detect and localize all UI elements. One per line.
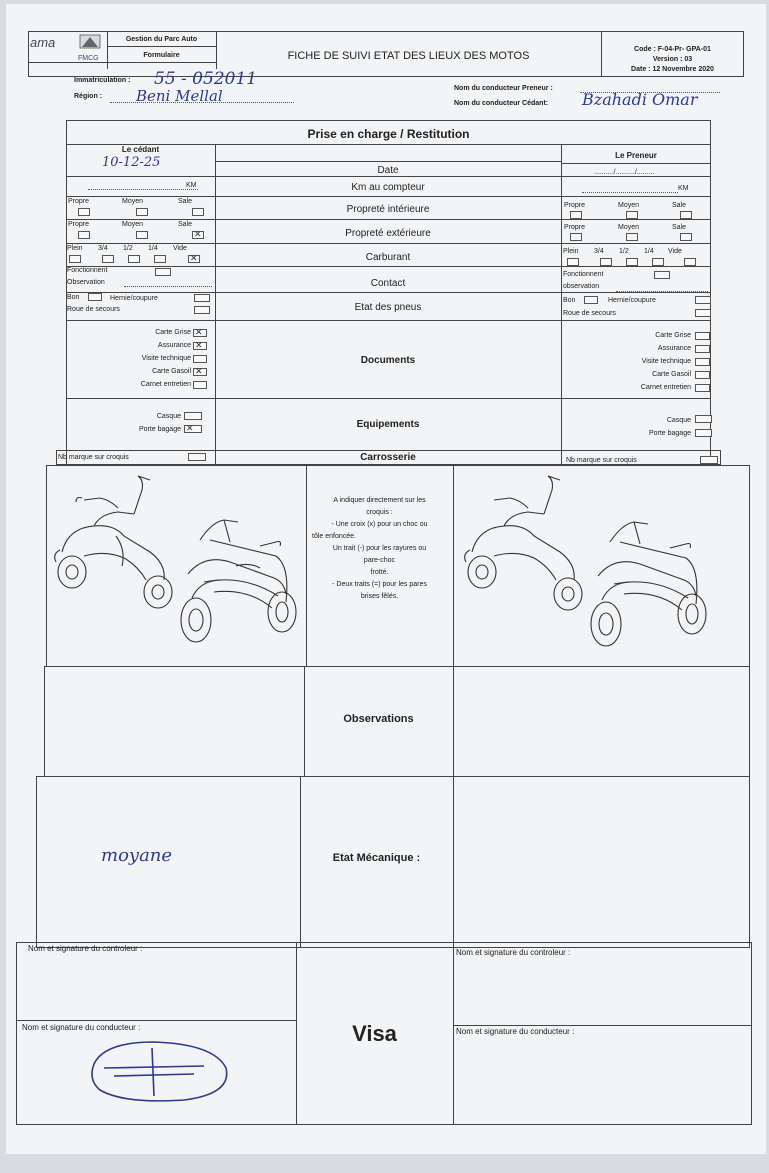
checkbox[interactable] <box>695 371 710 379</box>
preneur-label: Nom du conducteur Preneur : <box>454 85 553 92</box>
checkbox[interactable] <box>680 233 692 241</box>
doc-visite: Visite technique <box>141 355 191 362</box>
opt-moyen: Moyen <box>618 224 640 231</box>
km-label: Km au compteur <box>351 182 425 193</box>
doc-carnet: Carnet entretien <box>140 381 191 388</box>
km-unit-cedant: KM <box>186 182 197 189</box>
km-preneur-field[interactable] <box>582 192 678 193</box>
observations-preneur-field[interactable] <box>457 670 746 774</box>
checkbox[interactable] <box>626 258 638 266</box>
etat-mecanique-value[interactable]: moyane <box>101 845 173 866</box>
checkbox[interactable] <box>69 255 81 263</box>
checkbox[interactable] <box>695 345 710 353</box>
doc-gasoil: Carte Gasoil <box>152 368 191 375</box>
sig-controleur-label: Nom et signature du controleur : <box>28 944 143 953</box>
scooter-sketch-right[interactable] <box>462 474 712 664</box>
date-preneur[interactable]: ........../........../......... <box>594 169 655 176</box>
opt-sale: Sale <box>672 224 687 231</box>
opt-propre: Propre <box>68 221 90 228</box>
checkbox[interactable] <box>193 355 207 363</box>
doc-gasoil: Carte Gasoil <box>652 371 691 378</box>
proprete-int-label: Propreté intérieure <box>346 204 430 215</box>
km-cedant-field[interactable] <box>88 189 198 190</box>
checkbox-checked[interactable] <box>184 425 202 433</box>
observation-field[interactable] <box>124 286 212 287</box>
checkbox[interactable] <box>155 268 171 276</box>
documents-label: Documents <box>360 355 416 366</box>
region-value[interactable]: Beni Mellal <box>136 87 223 105</box>
checkbox[interactable] <box>567 258 579 266</box>
checkbox[interactable] <box>626 233 638 241</box>
opt-1-2: 1/2 <box>123 245 133 252</box>
opt-1-4: 1/4 <box>148 245 158 252</box>
opt-sale: Sale <box>672 202 687 209</box>
logo-sub: FMCG <box>78 55 99 62</box>
checkbox[interactable] <box>192 208 204 216</box>
doc-assurance: Assurance <box>157 342 191 349</box>
checkbox[interactable] <box>570 233 582 241</box>
equip-porte-bagage: Porte bagage <box>138 426 181 433</box>
checkbox[interactable] <box>154 255 166 263</box>
opt-moyen: Moyen <box>122 221 144 228</box>
logo-icon <box>78 34 104 50</box>
opt-1-2: 1/2 <box>619 248 629 255</box>
checkbox[interactable] <box>700 456 718 464</box>
checkbox-checked[interactable] <box>193 342 207 350</box>
hernie-label: Hernie/coupure <box>608 297 656 304</box>
checkbox[interactable] <box>695 415 712 423</box>
checkbox[interactable] <box>600 258 612 266</box>
doc-carnet: Carnet entretien <box>640 384 691 391</box>
roue-label: Roue de secours <box>67 306 120 313</box>
checkbox[interactable] <box>695 358 710 366</box>
date-cedant[interactable]: 10-12-25 <box>102 155 161 170</box>
opt-3-4: 3/4 <box>594 248 604 255</box>
opt-propre: Propre <box>564 224 586 231</box>
bon-label: Bon <box>563 297 576 304</box>
page-title: FICHE DE SUIVI ETAT DES LIEUX DES MOTOS <box>287 50 530 62</box>
header-title-top: Gestion du Parc Auto <box>125 36 198 43</box>
carrosserie-label: Carrosserie <box>360 452 416 463</box>
observation-label: Observation <box>67 279 105 286</box>
equipements-label: Equipements <box>356 419 420 430</box>
checkbox[interactable] <box>680 211 692 219</box>
signature-drawing[interactable] <box>84 1034 234 1106</box>
checkbox[interactable] <box>695 332 710 340</box>
opt-sale: Sale <box>178 221 193 228</box>
checkbox[interactable] <box>78 231 90 239</box>
immat-value[interactable]: 55 - 052011 <box>154 69 258 89</box>
checkbox[interactable] <box>584 296 598 304</box>
checkbox[interactable] <box>684 258 696 266</box>
etat-mecanique-label: Etat Mécanique : <box>332 852 421 864</box>
opt-moyen: Moyen <box>122 198 144 205</box>
opt-propre: Propre <box>564 202 586 209</box>
sig-conducteur-label: Nom et signature du conducteur : <box>22 1023 141 1032</box>
fonctionnement-label: Fonctionnent <box>67 267 108 274</box>
opt-vide: Vide <box>668 248 682 255</box>
equip-porte-bagage: Porte bagage <box>648 430 691 437</box>
roue-label: Roue de secours <box>563 310 616 317</box>
checkbox-checked[interactable] <box>193 329 207 337</box>
sig-conducteur-label: Nom et signature du conducteur : <box>456 1027 575 1036</box>
opt-vide: Vide <box>173 245 187 252</box>
observations-cedant-field[interactable] <box>48 670 300 774</box>
cedant-label: Nom du conducteur Cédant: <box>454 100 549 107</box>
checkbox[interactable] <box>652 258 664 266</box>
observations-label: Observations <box>343 713 414 725</box>
carburant-label: Carburant <box>365 252 411 263</box>
immat-label: Immatriculation : <box>74 77 131 84</box>
checkbox[interactable] <box>570 211 582 219</box>
checkbox[interactable] <box>654 271 670 279</box>
checkbox[interactable] <box>102 255 114 263</box>
visa-label: Visa <box>352 1021 397 1046</box>
checkbox[interactable] <box>188 453 206 461</box>
checkbox[interactable] <box>88 293 102 301</box>
checkbox[interactable] <box>194 294 210 302</box>
form-sheet <box>6 4 766 1154</box>
sketch-instructions: A indiquer directement sur les croquis : - Une croix (x) pour un choc ou tôle enfoncée. Un trait (-) pour les rayures ou pare-choc frotté. - Deux traits (=) pour les pares brises fêlés. <box>312 497 428 600</box>
checkbox[interactable] <box>695 429 712 437</box>
doc-date: Date : 12 Novembre 2020 <box>631 66 714 73</box>
header-title-sub: Formulaire <box>143 52 180 59</box>
opt-sale: Sale <box>178 198 193 205</box>
checkbox[interactable] <box>194 306 210 314</box>
logo-text: ama <box>30 35 56 50</box>
checkbox[interactable] <box>184 412 202 420</box>
cedant-value[interactable]: Bzahadi Omar <box>582 90 698 109</box>
km-unit-preneur: KM <box>678 185 689 192</box>
equip-casque: Casque <box>666 417 691 424</box>
scooter-sketch-left[interactable] <box>54 470 304 660</box>
contact-label: Contact <box>370 278 406 289</box>
region-label: Région : <box>74 93 102 100</box>
doc-assurance: Assurance <box>657 345 691 352</box>
checkbox-checked[interactable] <box>192 231 204 239</box>
observation-label: observation <box>563 283 600 290</box>
doc-carte-grise: Carte Grise <box>155 329 191 336</box>
bon-label: Bon <box>67 294 80 301</box>
opt-plein: Plein <box>67 245 83 252</box>
opt-1-4: 1/4 <box>644 248 654 255</box>
nb-marque-label: Nb marque sur croquis <box>566 457 637 464</box>
hernie-label: Hernie/coupure <box>110 295 158 302</box>
checkbox[interactable] <box>193 381 207 389</box>
proprete-ext-label: Propreté extérieure <box>345 228 431 239</box>
pneus-label: Etat des pneus <box>354 302 422 313</box>
col-preneur: Le Preneur <box>615 151 657 160</box>
doc-carte-grise: Carte Grise <box>655 332 691 339</box>
checkbox[interactable] <box>136 231 148 239</box>
checkbox-checked[interactable] <box>188 255 200 263</box>
col-cedant: Le cédant <box>121 145 160 154</box>
checkbox[interactable] <box>128 255 140 263</box>
checkbox[interactable] <box>78 208 90 216</box>
checkbox[interactable] <box>695 296 711 304</box>
checkbox-checked[interactable] <box>193 368 207 376</box>
checkbox[interactable] <box>626 211 638 219</box>
opt-3-4: 3/4 <box>98 245 108 252</box>
nb-marque-label: Nb marque sur croquis <box>58 454 129 461</box>
opt-propre: Propre <box>68 198 90 205</box>
doc-code: Code : F-04-Pr- GPA-01 <box>634 46 711 53</box>
equip-casque: Casque <box>156 413 181 420</box>
checkbox[interactable] <box>695 309 711 317</box>
sig-controleur-label: Nom et signature du controleur : <box>456 948 571 957</box>
doc-version: Version : 03 <box>652 56 693 63</box>
checkbox[interactable] <box>136 208 148 216</box>
doc-visite: Visite technique <box>641 358 691 365</box>
table-title: Prise en charge / Restitution <box>307 127 470 141</box>
opt-moyen: Moyen <box>618 202 640 209</box>
opt-plein: Plein <box>563 248 579 255</box>
checkbox[interactable] <box>695 384 710 392</box>
date-label: Date <box>377 165 399 176</box>
fonctionnement-label: Fonctionnent <box>563 271 604 278</box>
